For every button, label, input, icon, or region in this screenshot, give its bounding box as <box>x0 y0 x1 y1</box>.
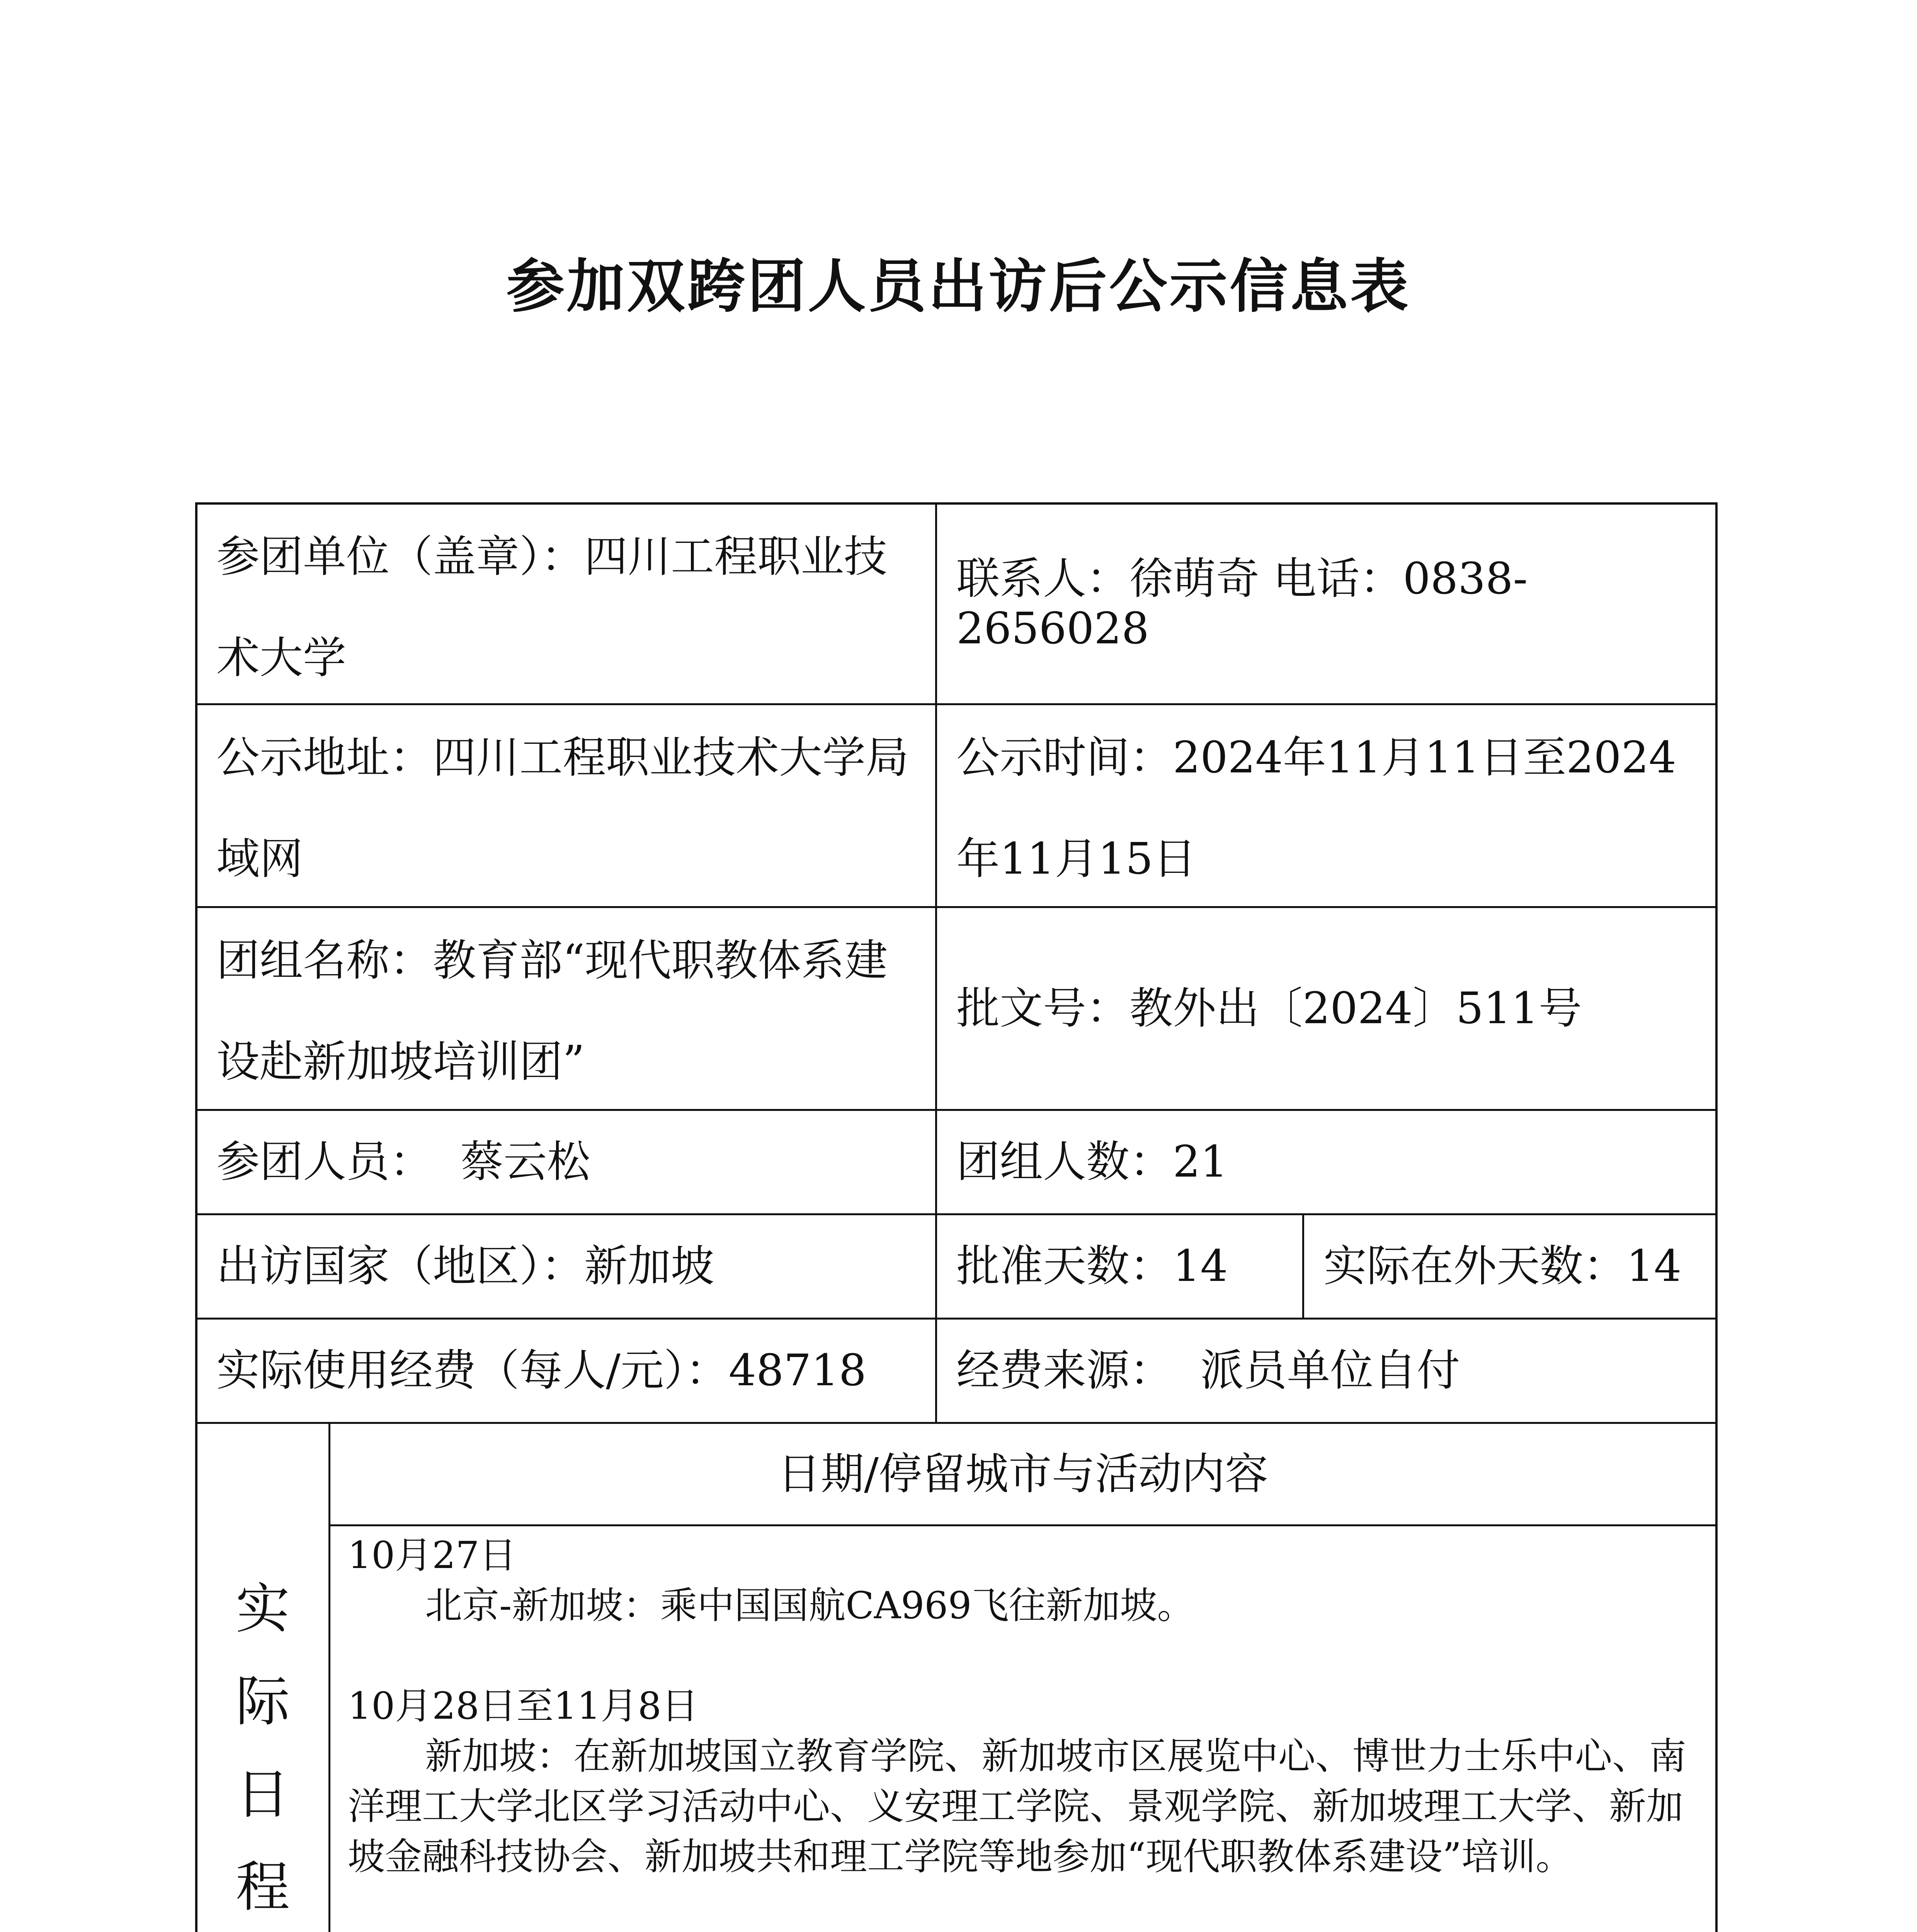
schedule-activity: 新加坡：在新加坡国立教育学院、新加坡市区展览中心、博世力士乐中心、南洋理工大学北区学习活动中心、义安理工学院、景观学院、新加坡理工大学、新加坡金融科技协会、新加坡共和理工学院等地参加“现代职教体系建设”培训。 <box>348 1735 1686 1878</box>
publicity-time: 公示时间：2024年11月11日至2024年11月15日 <box>956 733 1677 884</box>
schedule-header: 日期/停留城市与活动内容 <box>777 1449 1268 1499</box>
contact-person: 联系人：徐萌奇 电话：0838-2656028 <box>956 553 1528 654</box>
delegation-member: 参团人员： 蔡云松 <box>216 1137 590 1187</box>
schedule-activity: 北京-新加坡：乘中国国航CA969飞往新加坡。 <box>425 1584 1194 1627</box>
actual-cost: 实际使用经费（每人/元）：48718 <box>216 1345 867 1396</box>
schedule-label-char: 日 <box>235 1763 290 1826</box>
actual-days-abroad: 实际在外天数：14 <box>1323 1241 1682 1292</box>
publicity-address: 公示地址：四川工程职业技术大学局域网 <box>216 733 909 884</box>
schedule-label-char: 际 <box>235 1670 290 1733</box>
schedule-label <box>197 1426 328 1932</box>
visit-country: 出访国家（地区）：新加坡 <box>216 1241 714 1292</box>
row-divider <box>195 703 1718 705</box>
schedule-date: 10月28日至11月8日 <box>348 1684 699 1728</box>
group-name: 团组名称：教育部“现代职教体系建设赴新加坡培训团” <box>216 935 888 1087</box>
schedule-label-char: 实 <box>235 1578 290 1641</box>
delegation-unit: 参团单位（盖章）：四川工程职业技术大学 <box>216 532 887 683</box>
schedule-label-char: 程 <box>235 1856 290 1919</box>
approval-number: 批文号：教外出〔2024〕511号 <box>956 983 1582 1034</box>
schedule-date: 10月27日 <box>348 1534 517 1577</box>
schedule-content <box>348 1530 1716 1932</box>
approved-days: 批准天数：14 <box>956 1241 1228 1292</box>
schedule-header-divider <box>328 1524 1718 1526</box>
fund-source: 经费来源： 派员单位自付 <box>956 1345 1460 1396</box>
group-size: 团组人数：21 <box>956 1137 1228 1187</box>
page-title: 参加双跨团人员出访后公示信息表 <box>506 253 1411 320</box>
